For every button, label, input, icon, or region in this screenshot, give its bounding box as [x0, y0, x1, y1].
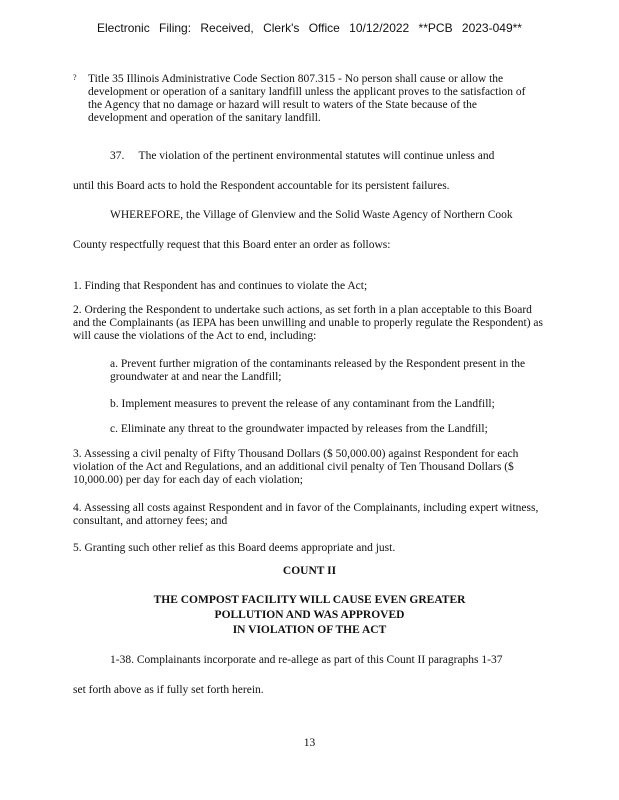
count-title: COUNT II: [282, 565, 337, 577]
relief-item-1: 1. Finding that Respondent has and continues to violate the Act;: [73, 280, 368, 292]
paragraph-37-line2: until this Board acts to hold the Respondent accountable for its persistent failures.: [73, 180, 450, 192]
relief-item-4: 4. Assessing all costs against Respondent and in favor of the Complainants, including expert witness, consultant, and attorney fees; and: [73, 502, 539, 527]
paragraph-37-line1: 37. The violation of the pertinent environmental statutes will continue unless and: [110, 150, 495, 162]
regulation-bullet-text: Title 35 Illinois Administrative Code Section 807.315 - No person shall cause or allow the development or operation of a sanitary landfill unless the applicant proves to the satisfaction of the Agency that no damage or hazard will result to waters of the State because of the development and operation of the sanitary landfill.: [88, 73, 526, 124]
paragraph-38-line2: set forth above as if fully set forth herein.: [73, 684, 264, 696]
count-heading-line1: THE COMPOST FACILITY WILL CAUSE EVEN GREATER: [153, 594, 466, 606]
relief-item-2a: a. Prevent further migration of the contaminants released by the Respondent present in the groundwater at and near the Landfill;: [110, 358, 526, 383]
filing-header: Electronic Filing: Received, Clerk's Office 10/12/2022 **PCB 2023-049**: [97, 21, 522, 35]
relief-item-2c: c. Eliminate any threat to the groundwater impacted by releases from the Landfill;: [110, 423, 488, 435]
wherefore-line1: WHEREFORE, the Village of Glenview and the Solid Waste Agency of Northern Cook: [110, 209, 513, 221]
wherefore-line2: County respectfully request that this Board enter an order as follows:: [73, 239, 391, 251]
relief-item-2b: b. Implement measures to prevent the release of any contaminant from the Landfill;: [110, 398, 495, 410]
count-heading-line2: POLLUTION AND WAS APPROVED: [214, 609, 405, 621]
relief-item-2: 2. Ordering the Respondent to undertake such actions, as set forth in a plan acceptable to this Board and the Complainants (as IEPA has been unwilling and unable to properly regulate the Respondent) as will cause the violations of the Act to end, including:: [73, 304, 544, 342]
paragraph-38-line1: 1-38. Complainants incorporate and re-allege as part of this Count II paragraphs 1-37: [110, 654, 503, 666]
page-number: 13: [303, 737, 316, 749]
relief-item-5: 5. Granting such other relief as this Board deems appropriate and just.: [73, 542, 396, 554]
relief-item-3: 3. Assessing a civil penalty of Fifty Thousand Dollars ($ 50,000.00) against Respondent for each violation of the Act and Regulations, and an additional civil penalty of Ten Thousand Dollars ($ 10,000.00) per day for each day of each violation;: [73, 448, 519, 486]
count-heading-line3: IN VIOLATION OF THE ACT: [232, 624, 387, 636]
bullet-marker: ?: [73, 73, 77, 82]
